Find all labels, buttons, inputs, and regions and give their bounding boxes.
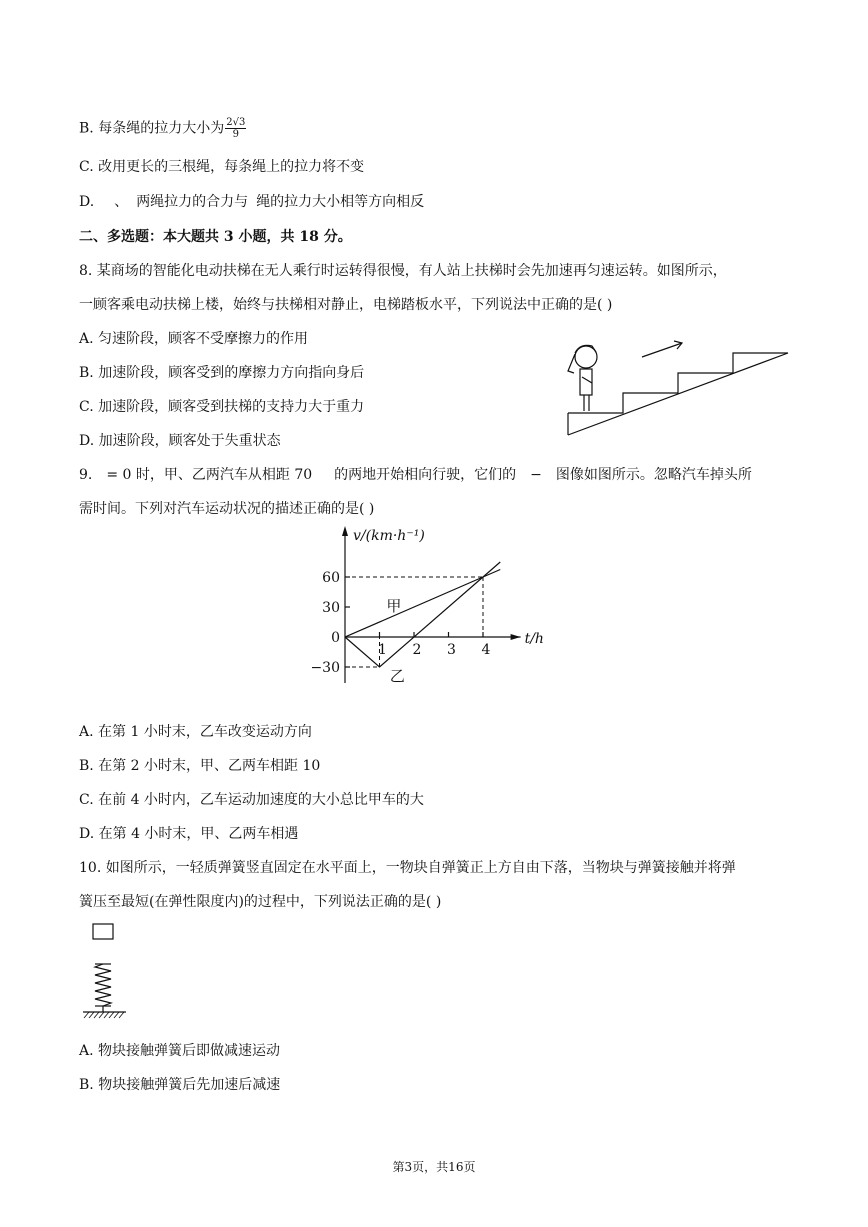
q9-stem-line2: 需时间。下列对汽车运动状况的描述正确的是( ) [79, 501, 375, 517]
y-axis-arrow [342, 526, 348, 536]
fraction-numerator: 2√3 [226, 117, 246, 128]
q7-option-b [79, 117, 246, 140]
q9-option-a: A. 在第 1 小时末，乙车改变运动方向 [79, 724, 312, 740]
q9-stem-part2: 的两地开始相向行驶，它们的 [334, 467, 517, 483]
vt-chart [300, 520, 580, 695]
spring-coil [95, 964, 111, 1006]
ground-hatching [84, 1012, 124, 1018]
q8-option-d: D. 加速阶段，顾客处于失重状态 [79, 433, 281, 449]
y-tick-label: 60 [322, 570, 340, 586]
q7-option-d-mid: 两绳拉力的合力与 [136, 194, 249, 210]
x-tick-label: 1 [378, 642, 387, 658]
q9-stem-line1 [79, 465, 752, 485]
x-axis-label: t/h [524, 631, 544, 647]
q7-option-d-end: 绳的拉力大小相等方向相反 [256, 194, 425, 210]
series-line-yi [345, 562, 500, 667]
q9-number: 9. [79, 467, 93, 483]
falling-block [93, 924, 113, 939]
q7-option-b-text: B. 每条绳的拉力大小为 [79, 120, 225, 137]
q8-option-b: B. 加速阶段，顾客受到的摩擦力方向指向身后 [79, 365, 365, 381]
escalator-figure [560, 335, 800, 440]
x-tick-label: 2 [412, 642, 422, 658]
q7-option-d [79, 192, 424, 212]
q10-stem-line2: 簧压至最短(在弹性限度内)的过程中，下列说法正确的是( ) [79, 894, 442, 910]
section-title: 二、多选题：本大题共 3 小题，共 18 分。 [79, 229, 352, 245]
y-tick-label: −30 [310, 660, 340, 676]
q8-option-c: C. 加速阶段，顾客受到扶梯的支持力大于重力 [79, 399, 365, 415]
motion-arrow [642, 343, 682, 357]
q8-option-a: A. 匀速阶段，顾客不受摩擦力的作用 [79, 331, 309, 347]
q9-stem-part3: 图像如图所示。忽略汽车掉头所 [555, 467, 752, 483]
page-footer: 第3页，共16页 [392, 1160, 476, 1174]
spring-figure [78, 920, 138, 1025]
series-label-jia: 甲 [386, 597, 402, 615]
q8-stem-line1: 8. 某商场的智能化电动扶梯在无人乘行时运转得很慢，有人站上扶梯时会先加速再匀速运转。如图所示， [79, 263, 727, 279]
escalator-steps [568, 353, 788, 413]
q9-stem-part1: = 0 时，甲、乙两汽车从相距 70 [106, 467, 313, 483]
q7-option-d-label: D. [79, 194, 95, 210]
person-cap-brim [568, 354, 575, 373]
y-tick-label: 30 [322, 600, 340, 616]
q7-option-d-sep: 、 [114, 194, 129, 210]
q9-option-c: C. 在前 4 小时内，乙车运动加速度的大小总比甲车的大 [79, 792, 424, 808]
chart-series [345, 562, 500, 667]
q9-option-b: B. 在第 2 小时末，甲、乙两车相距 10 [79, 758, 321, 774]
fraction [225, 117, 246, 140]
chart-axes [342, 526, 521, 683]
x-axis-arrow [511, 634, 521, 640]
q7-option-c: C. 改用更长的三根绳，每条绳上的拉力将不变 [79, 159, 365, 175]
person-arm [582, 377, 592, 383]
y-tick-label: 0 [331, 630, 340, 646]
escalator-incline [568, 353, 788, 435]
x-tick-label: 3 [447, 642, 456, 658]
y-axis-label: v/(km·h⁻¹) [353, 528, 425, 544]
q9-stem-dash: − [530, 467, 542, 483]
q10-option-b: B. 物块接触弹簧后先加速后减速 [79, 1077, 281, 1093]
q10-stem-line1: 10. 如图所示，一轻质弹簧竖直固定在水平面上，一物块自弹簧正上方自由下落，当物块与弹簧接触并将弹 [79, 860, 736, 876]
series-line-jia [345, 570, 500, 638]
q10-option-a: A. 物块接触弹簧后即做减速运动 [79, 1043, 281, 1059]
q8-stem-line2: 一顾客乘电动扶梯上楼，始终与扶梯相对静止，电梯踏板水平，下列说法中正确的是( ) [79, 297, 613, 313]
series-label-yi: 乙 [389, 667, 405, 685]
q9-option-d: D. 在第 4 小时末，甲、乙两车相遇 [79, 826, 299, 842]
x-tick-label: 4 [481, 642, 491, 658]
fraction-denominator: 9 [232, 129, 239, 140]
